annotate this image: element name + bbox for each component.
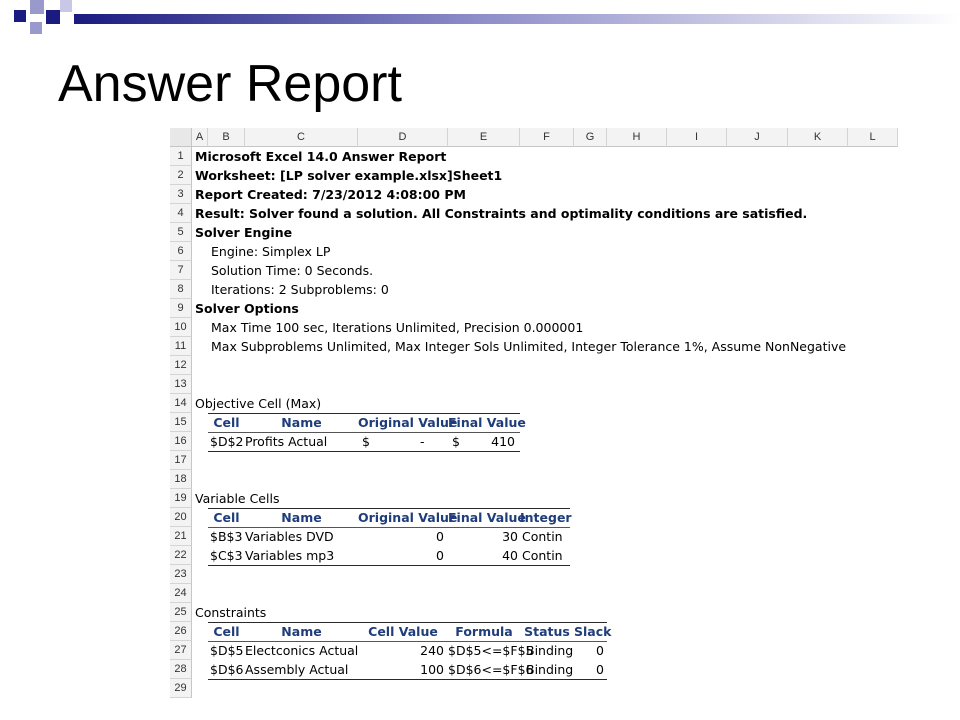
row-header-18[interactable]: 18	[170, 470, 192, 489]
column-header-k[interactable]: K	[788, 128, 848, 147]
row-header-15[interactable]: 15	[170, 413, 192, 432]
row-header-8[interactable]: 8	[170, 280, 192, 299]
constraints-row-2-value[interactable]: 100	[420, 662, 444, 677]
select-all-corner[interactable]	[170, 128, 192, 147]
row-header-4[interactable]: 4	[170, 204, 192, 223]
column-header-g[interactable]: G	[574, 128, 607, 147]
constraints-row-2-status[interactable]: Binding	[526, 662, 574, 677]
row-header-21[interactable]: 21	[170, 527, 192, 546]
objective-row-original-currency[interactable]: $	[362, 434, 370, 449]
worksheet-cell[interactable]: Worksheet: [LP solver example.xlsx]Sheet1	[195, 168, 503, 183]
report-created-cell[interactable]: Report Created: 7/23/2012 4:08:00 PM	[195, 187, 466, 202]
row-header-17[interactable]: 17	[170, 451, 192, 470]
column-header-l[interactable]: L	[848, 128, 898, 147]
constraints-header-cell[interactable]: Cell	[213, 624, 240, 639]
row-header-26[interactable]: 26	[170, 622, 192, 641]
constraints-header-slack[interactable]: Slack	[574, 624, 612, 639]
variables-row-2-cell[interactable]: $C$3	[210, 548, 243, 563]
objective-row-original-value[interactable]: -	[420, 434, 425, 449]
objective-row-cell[interactable]: $D$2	[210, 434, 244, 449]
decor-gradient-bar	[74, 14, 960, 24]
row-header-9[interactable]: 9	[170, 299, 192, 318]
constraints-row-1-status[interactable]: Binding	[526, 643, 574, 658]
constraints-header-formula[interactable]: Formula	[455, 624, 513, 639]
solver-engine-heading[interactable]: Solver Engine	[195, 225, 293, 240]
constraints-row-1-name[interactable]: Electconics Actual	[245, 643, 359, 658]
row-header-11[interactable]: 11	[170, 337, 192, 356]
variables-header-final[interactable]: Final Value	[448, 510, 526, 525]
slide-title: Answer Report	[58, 55, 402, 113]
row-header-5[interactable]: 5	[170, 223, 192, 242]
column-header-d[interactable]: D	[358, 128, 448, 147]
row-header-13[interactable]: 13	[170, 375, 192, 394]
column-header-h[interactable]: H	[607, 128, 667, 147]
row-header-29[interactable]: 29	[170, 679, 192, 698]
variables-row-2-original[interactable]: 0	[436, 548, 444, 563]
result-cell[interactable]: Result: Solver found a solution. All Constraints and optimality conditions are satisfied.	[195, 206, 808, 221]
decor-square-lavender-3	[60, 0, 72, 12]
objective-row-name[interactable]: Profits Actual	[245, 434, 328, 449]
row-header-1[interactable]: 1	[170, 147, 192, 166]
objective-header-final[interactable]: Final Value	[448, 415, 526, 430]
solution-time-cell[interactable]: Solution Time: 0 Seconds.	[211, 263, 374, 278]
row-header-12[interactable]: 12	[170, 356, 192, 375]
column-header-a[interactable]: A	[192, 128, 208, 147]
constraints-row-2-slack[interactable]: 0	[596, 662, 604, 677]
row-header-2[interactable]: 2	[170, 166, 192, 185]
decor-square-navy	[14, 10, 26, 22]
engine-cell[interactable]: Engine: Simplex LP	[211, 244, 331, 259]
options-line-2[interactable]: Max Subproblems Unlimited, Max Integer Sols Unlimited, Integer Tolerance 1%, Assume NonNegative	[211, 339, 847, 354]
constraints-row-2-name[interactable]: Assembly Actual	[245, 662, 349, 677]
constraints-row-2-cell[interactable]: $D$6	[210, 662, 244, 677]
solver-options-heading[interactable]: Solver Options	[195, 301, 299, 316]
row-header-22[interactable]: 22	[170, 546, 192, 565]
row-header-24[interactable]: 24	[170, 584, 192, 603]
row-header-19[interactable]: 19	[170, 489, 192, 508]
column-header-j[interactable]: J	[727, 128, 788, 147]
variables-header-original[interactable]: Original Value	[358, 510, 458, 525]
row-header-28[interactable]: 28	[170, 660, 192, 679]
variables-header-integer[interactable]: Integer	[520, 510, 572, 525]
row-header-3[interactable]: 3	[170, 185, 192, 204]
variables-row-1-name[interactable]: Variables DVD	[245, 529, 334, 544]
objective-header-original[interactable]: Original Value	[358, 415, 458, 430]
constraints-row-2-formula[interactable]: $D$6<=$F$6	[448, 662, 534, 677]
column-header-c[interactable]: C	[245, 128, 358, 147]
column-header-f[interactable]: F	[520, 128, 574, 147]
variables-header-name[interactable]: Name	[281, 510, 322, 525]
variables-row-1-cell[interactable]: $B$3	[210, 529, 243, 544]
variables-header-cell[interactable]: Cell	[213, 510, 240, 525]
constraints-section-title[interactable]: Constraints	[195, 605, 267, 620]
objective-section-title[interactable]: Objective Cell (Max)	[195, 396, 322, 411]
row-header-16[interactable]: 16	[170, 432, 192, 451]
constraints-row-1-cell[interactable]: $D$5	[210, 643, 244, 658]
constraints-row-1-formula[interactable]: $D$5<=$F$5	[448, 643, 534, 658]
constraints-header-status[interactable]: Status	[524, 624, 570, 639]
row-header-23[interactable]: 23	[170, 565, 192, 584]
objective-header-name[interactable]: Name	[281, 415, 322, 430]
row-header-14[interactable]: 14	[170, 394, 192, 413]
options-line-1[interactable]: Max Time 100 sec, Iterations Unlimited, Precision 0.000001	[211, 320, 584, 335]
variables-row-2-name[interactable]: Variables mp3	[245, 548, 335, 563]
variables-row-2-final[interactable]: 40	[502, 548, 518, 563]
excel-sheet[interactable]	[170, 128, 898, 698]
report-title-cell[interactable]: Microsoft Excel 14.0 Answer Report	[195, 149, 447, 164]
column-header-e[interactable]: E	[448, 128, 520, 147]
row-header-10[interactable]: 10	[170, 318, 192, 337]
constraints-row-1-value[interactable]: 240	[420, 643, 444, 658]
variables-row-1-integer[interactable]: Contin	[522, 529, 563, 544]
row-header-27[interactable]: 27	[170, 641, 192, 660]
constraints-header-value[interactable]: Cell Value	[368, 624, 438, 639]
row-header-7[interactable]: 7	[170, 261, 192, 280]
variables-table-bottom-line	[208, 565, 570, 566]
variables-section-title[interactable]: Variable Cells	[195, 491, 280, 506]
variables-row-1-original[interactable]: 0	[436, 529, 444, 544]
constraints-row-1-slack[interactable]: 0	[596, 643, 604, 658]
row-header-6[interactable]: 6	[170, 242, 192, 261]
objective-table-bottom-line	[208, 451, 520, 452]
objective-row-final-value[interactable]: 410	[491, 434, 515, 449]
row-header-20[interactable]: 20	[170, 508, 192, 527]
decor-square-lavender-2	[30, 22, 42, 34]
objective-row-final-currency[interactable]: $	[452, 434, 460, 449]
constraints-table-bottom-line	[208, 679, 607, 680]
variables-row-2-integer[interactable]: Contin	[522, 548, 563, 563]
variables-row-1-final[interactable]: 30	[502, 529, 518, 544]
objective-header-cell[interactable]: Cell	[213, 415, 240, 430]
iterations-cell[interactable]: Iterations: 2 Subproblems: 0	[211, 282, 389, 297]
column-header-i[interactable]: I	[667, 128, 727, 147]
row-header-25[interactable]: 25	[170, 603, 192, 622]
constraints-header-name[interactable]: Name	[281, 624, 322, 639]
column-header-b[interactable]: B	[208, 128, 245, 147]
decor-square-navy-2	[46, 10, 60, 24]
decor-square-lavender	[30, 0, 44, 14]
